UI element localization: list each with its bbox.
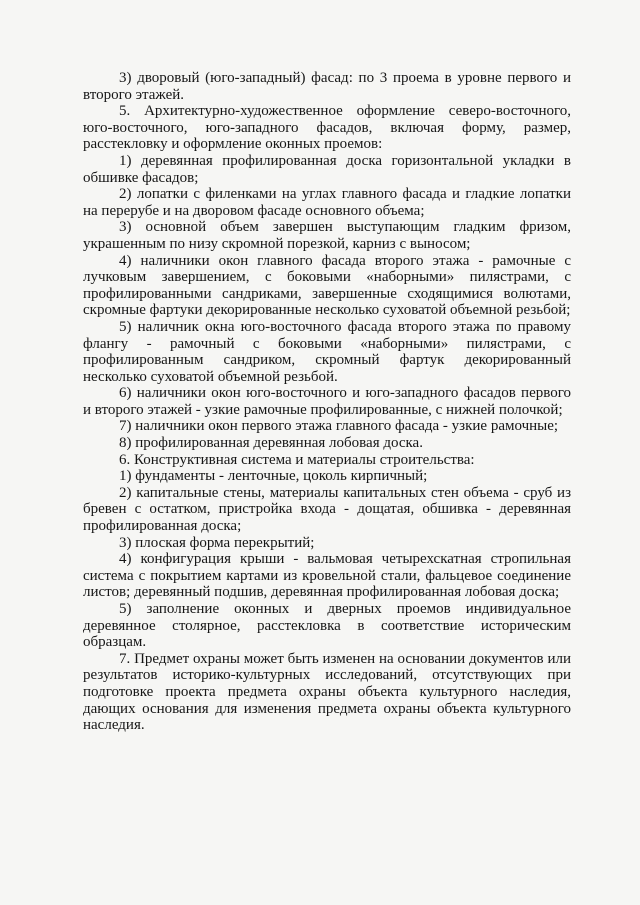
- paragraph-construct-2: 2) капитальные стены, материалы капитальных стен объема - сруб из бревен с остатком, пристройка входа - дощатая, обшивка - деревянная профилированная доска;: [83, 484, 571, 535]
- paragraph-item-3: 3) основной объем завершен выступающим гладким фризом, украшенным по низу скромной порезкой, карниз с выносом;: [83, 219, 571, 252]
- paragraph-item-2: 2) лопатки с филенками на углах главного фасада и гладкие лопатки на перерубе и на дворовом фасаде основного объема;: [83, 186, 571, 219]
- paragraph-facade-courtyard: 3) дворовый (юго-западный) фасад: по 3 проема в уровне первого и второго этажей.: [83, 70, 571, 103]
- paragraph-construct-3: 3) плоская форма перекрытий;: [119, 534, 315, 551]
- paragraph-item-4: 4) наличники окон главного фасада второго этажа - рамочные с лучковым завершением, с боковыми «наборными» пилястрами, с профилированными сандриками, завершенные сходящимися волютами, скромные фартуки декорированные несколько суховатой объемной резьбой;: [83, 252, 571, 319]
- paragraph-item-5: 5) наличник окна юго-восточного фасада второго этажа по правому флангу - рамочный с боковыми «наборными» пилястрами, с профилированным сандриком, скромный фартук декорированный несколько суховатой объемной резьбой.: [83, 318, 571, 385]
- paragraph-item-1: 1) деревянная профилированная доска горизонтальной укладки в обшивке фасадов;: [83, 152, 571, 186]
- paragraph-construct-5: 5) заполнение оконных и дверных проемов индивидуальное деревянное столярное, расстекловка в соответствие историческим образцам.: [83, 601, 571, 651]
- paragraph-construct-1: 1) фундаменты - ленточные, цоколь кирпичный;: [119, 468, 428, 485]
- paragraph-section-5: 5. Архитектурно-художественное оформление северо-восточного, юго-восточного, юго-западного фасадов, включая форму, размер, расстекловку и оформление оконных проемов:: [83, 103, 571, 153]
- paragraph-construct-4: 4) конфигурация крыши - вальмовая четырехскатная стропильная система с покрытием картами из кровельной стали, фальцевое соединение листов; деревянный подшив, деревянная профилированная лобовая доска;: [83, 551, 571, 601]
- paragraph-section-7: 7. Предмет охраны может быть изменен на основании документов или результатов историко-культурных исследований, отсутствующих при подготовке проекта предмета охраны объекта культурного наследия, дающих основания для изменения предмета охраны объекта культурного наследия.: [83, 650, 571, 734]
- paragraph-item-7: 7) наличники окон первого этажа главного фасада - узкие рамочные;: [119, 418, 559, 435]
- paragraph-section-6: 6. Конструктивная система и материалы строительства:: [119, 451, 475, 468]
- document-body: [83, 70, 571, 734]
- paragraph-item-6: 6) наличники окон юго-восточного и юго-западного фасадов первого и второго этажей - узкие рамочные профилированные, с нижней полочкой;: [83, 385, 571, 418]
- paragraph-item-8: 8) профилированная деревянная лобовая доска.: [119, 435, 423, 452]
